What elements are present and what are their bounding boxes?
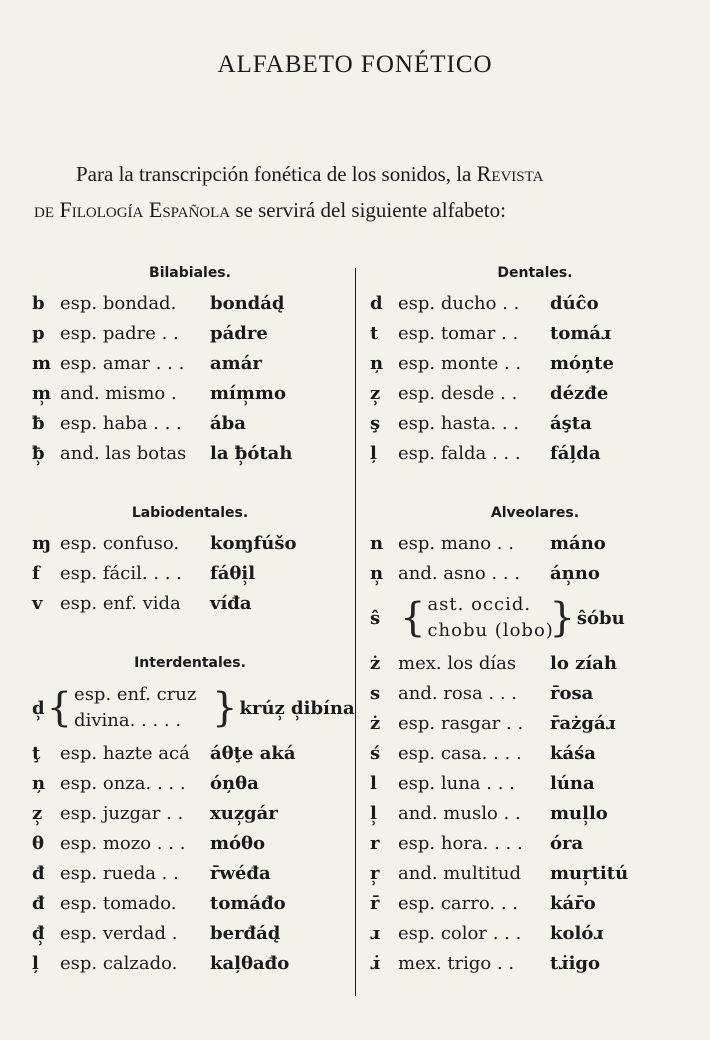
example-line-2: divina. . . . . <box>74 710 182 731</box>
brace-close: } <box>212 685 238 731</box>
phonetic-symbol: r̹ <box>370 862 380 884</box>
transcription: r̄wéđa <box>210 862 271 884</box>
example-word: esp. amar . . . <box>60 352 185 374</box>
bracketed-example <box>398 592 577 644</box>
example-word: esp. desde . . <box>398 382 518 404</box>
alphabet-row <box>32 438 348 468</box>
example-word: esp. calzado. <box>60 952 178 974</box>
brace-open: { <box>400 595 426 641</box>
transcription: mur̹titú <box>550 862 629 884</box>
transcription: tomáɹ <box>550 322 612 344</box>
transcription: áθţe aká <box>210 742 296 764</box>
transcription: r̄ażgáɹ <box>550 712 616 734</box>
transcription: xuz̹gár <box>210 802 278 824</box>
transcription: bondád̨ <box>210 292 285 314</box>
transcription: tomáđo <box>210 892 286 914</box>
transcription: pádre <box>210 322 268 344</box>
example-word: and. asno . . . <box>398 562 521 584</box>
transcription: kolóɹ <box>550 922 604 944</box>
example-word: esp. hora. . . . <box>398 832 523 854</box>
example-word: and. muslo . . <box>398 802 521 824</box>
phonetic-symbol: ƀ̹ <box>32 442 45 464</box>
phonetic-symbol: m̹ <box>32 382 52 404</box>
journal-name-2: de Filología Española <box>34 197 231 222</box>
phonetic-symbol: ż <box>370 652 381 674</box>
phonetic-symbol: ņ <box>370 352 384 374</box>
alphabet-row <box>370 528 700 558</box>
alphabet-row <box>32 678 355 738</box>
example-word: esp. hasta. . . <box>398 412 519 434</box>
alphabet-row <box>370 318 700 348</box>
brace-open: { <box>46 685 73 731</box>
column-divider <box>355 268 356 996</box>
journal-name-1: Revista <box>476 161 544 186</box>
intro-text-1: Para la transcripción fonética de los sonidos, la <box>76 162 472 186</box>
section-header-bilabiales: Bilabiales. <box>149 265 231 281</box>
example-word: esp. color . . . <box>398 922 522 944</box>
example-word: esp. haba . . . <box>60 412 182 434</box>
right-column <box>370 258 700 978</box>
brace-close: } <box>549 595 575 641</box>
phonetic-symbol: ţ <box>32 742 41 764</box>
phonetic-symbol: n̹ <box>370 562 384 584</box>
section-header-dentales: Dentales. <box>497 265 573 281</box>
phonetic-symbol: ƀ <box>32 412 45 434</box>
example-word: esp. rasgar . . <box>398 712 524 734</box>
intro-text-2: se servirá del siguiente alfabeto: <box>235 198 506 222</box>
example-stack <box>427 592 554 644</box>
transcription: ába <box>210 412 246 434</box>
alphabet-row <box>370 738 700 768</box>
example-word: esp. verdad . <box>60 922 178 944</box>
page-title: ALFABETO FONÉTICO <box>217 50 493 78</box>
alphabet-row <box>370 438 700 468</box>
phonetic-symbol: s <box>370 682 381 704</box>
alphabet-row <box>370 288 700 318</box>
alphabet-row <box>370 858 700 888</box>
alphabet-row <box>370 888 700 918</box>
left-column <box>32 258 355 978</box>
phonetic-symbol: ļ <box>370 442 377 464</box>
transcription: mím̹mo <box>210 382 286 404</box>
alphabet-row <box>370 918 700 948</box>
transcription: án̹no <box>550 562 600 584</box>
alphabet-row <box>32 408 348 438</box>
transcription: krúz̹ d̹ibína <box>239 697 355 719</box>
phonetic-symbol: t <box>370 322 379 344</box>
transcription: koɱfúšo <box>210 532 297 554</box>
phonetic-symbol: ɱ <box>32 532 52 554</box>
alphabet-row <box>370 558 700 588</box>
alphabet-row <box>370 708 700 738</box>
phonetic-symbol: r̄ <box>370 892 380 914</box>
phonetic-symbol: z̹ <box>32 802 43 824</box>
phonetic-symbol: m <box>32 352 52 374</box>
transcription: amár <box>210 352 262 374</box>
alphabet-row <box>32 528 348 558</box>
example-word: esp. enf. vida <box>60 592 181 614</box>
transcription: móθo <box>210 832 266 854</box>
phonetic-symbol: d̹ <box>32 697 45 719</box>
transcription: fáθi̹l <box>210 562 256 584</box>
alphabet-row <box>32 288 348 318</box>
alphabet-row <box>370 678 700 708</box>
phonetic-symbol: ş <box>370 412 381 434</box>
transcription: kár̄o <box>550 892 596 914</box>
transcription: mul̹lo <box>550 802 608 824</box>
phonetic-symbol: đ <box>32 862 45 884</box>
alphabet-row <box>32 738 348 768</box>
alphabet-row <box>370 828 700 858</box>
transcription: dúĉo <box>550 292 599 314</box>
alphabet-row <box>32 828 348 858</box>
bracketed-example <box>45 682 240 734</box>
phonetic-symbol: f <box>32 562 40 584</box>
alphabet-row <box>32 858 348 888</box>
alphabet-row <box>370 408 700 438</box>
transcription: kaļθađo <box>210 952 290 974</box>
example-line-1: ast. occid. <box>427 594 532 615</box>
transcription: óra <box>550 832 584 854</box>
phonetic-symbol: ɹ̇ <box>370 952 381 974</box>
phonetic-symbol: z̹ <box>370 382 381 404</box>
alphabet-row <box>32 918 348 948</box>
example-word: esp. monte . . <box>398 352 522 374</box>
phonetic-symbol: n <box>370 532 384 554</box>
section-header-interdentales: Interdentales. <box>134 655 246 671</box>
alphabet-row <box>32 888 348 918</box>
example-word: esp. carro. . . <box>398 892 519 914</box>
transcription: tɹ̇igo <box>550 952 601 974</box>
alphabet-row <box>32 588 348 618</box>
example-word: esp. fácil. . . . <box>60 562 182 584</box>
transcription: dézđe <box>550 382 609 404</box>
phonetic-symbol: đ̹ <box>32 922 45 944</box>
example-stack <box>74 682 210 734</box>
alphabet-row <box>370 648 700 678</box>
example-word: esp. juzgar . . <box>60 802 184 824</box>
example-word: esp. onza. . . . <box>60 772 186 794</box>
alphabet-row <box>370 798 700 828</box>
intro-paragraph <box>34 156 686 228</box>
example-word: and. rosa . . . <box>398 682 518 704</box>
example-word: esp. falda . . . <box>398 442 521 464</box>
phonetic-symbol: b <box>32 292 45 314</box>
transcription: berđád̨ <box>210 922 281 944</box>
transcription: óņθa <box>210 772 259 794</box>
alphabet-row <box>32 558 348 588</box>
alphabet-row <box>32 318 348 348</box>
phonetic-symbol: r <box>370 832 380 854</box>
example-word: esp. hazte acá <box>60 742 190 764</box>
alphabet-row <box>370 588 700 648</box>
alphabet-row <box>370 768 700 798</box>
example-word: and. multitud <box>398 862 522 884</box>
example-word: and. mismo . <box>60 382 177 404</box>
example-word: and. las botas <box>60 442 187 464</box>
alphabet-row <box>32 798 348 828</box>
transcription: káśa <box>550 742 596 764</box>
phonetic-symbol: ņ <box>32 772 46 794</box>
transcription: móņte <box>550 352 614 374</box>
phonetic-symbol: ɹ <box>370 922 381 944</box>
section-header-labiodentales: Labiodentales. <box>131 505 249 521</box>
section-gap <box>32 468 348 498</box>
transcription: fáļda <box>550 442 601 464</box>
phonetic-symbol: v <box>32 592 43 614</box>
phonetic-symbol: ż <box>370 712 381 734</box>
phonetic-symbol: ŝ <box>370 607 381 629</box>
example-word: esp. bondad. <box>60 292 177 314</box>
phonetic-symbol: l̹ <box>370 802 377 824</box>
section-gap <box>32 618 348 648</box>
alphabet-row <box>32 948 348 978</box>
transcription: la ƀ̹ótah <box>210 442 293 464</box>
example-word: esp. mozo . . . <box>60 832 186 854</box>
alphabet-row <box>32 348 348 378</box>
example-word: esp. mano . . <box>398 532 514 554</box>
transcription: lúna <box>550 772 595 794</box>
section-header-alveolares: Alveolares. <box>490 505 580 521</box>
example-word: mex. los días <box>398 652 517 674</box>
example-word: esp. tomado. <box>60 892 177 914</box>
phonetic-symbol: đ <box>32 892 45 914</box>
example-line-1: esp. enf. cruz <box>74 684 197 705</box>
transcription: lo zíah <box>550 652 617 674</box>
example-word: esp. rueda . . <box>60 862 179 884</box>
example-word: esp. tomar . . <box>398 322 519 344</box>
example-word: mex. trigo . . <box>398 952 515 974</box>
alphabet-row <box>32 768 348 798</box>
phonetic-symbol: p <box>32 322 45 344</box>
transcription: máno <box>550 532 606 554</box>
alphabet-row <box>370 378 700 408</box>
transcription: r̄osa <box>550 682 594 704</box>
alphabet-row <box>32 378 348 408</box>
phonetic-symbol: ļ <box>32 952 39 974</box>
example-word: esp. luna . . . <box>398 772 515 794</box>
alphabet-row <box>370 348 700 378</box>
phonetic-symbol: l <box>370 772 377 794</box>
transcription: víđa <box>210 592 252 614</box>
alphabet-row <box>370 948 700 978</box>
example-word: esp. ducho . . <box>398 292 520 314</box>
phonetic-symbol: θ <box>32 832 45 854</box>
example-word: esp. confuso. <box>60 532 180 554</box>
example-word: esp. padre . . <box>60 322 179 344</box>
transcription: áşta <box>550 412 592 434</box>
section-gap <box>370 468 700 498</box>
transcription: ŝóbu <box>576 607 625 629</box>
phonetic-symbol: ś <box>370 742 381 764</box>
phonetic-symbol: d <box>370 292 383 314</box>
example-line-2: chobu (lobo) <box>427 620 554 641</box>
example-word: esp. casa. . . . <box>398 742 522 764</box>
